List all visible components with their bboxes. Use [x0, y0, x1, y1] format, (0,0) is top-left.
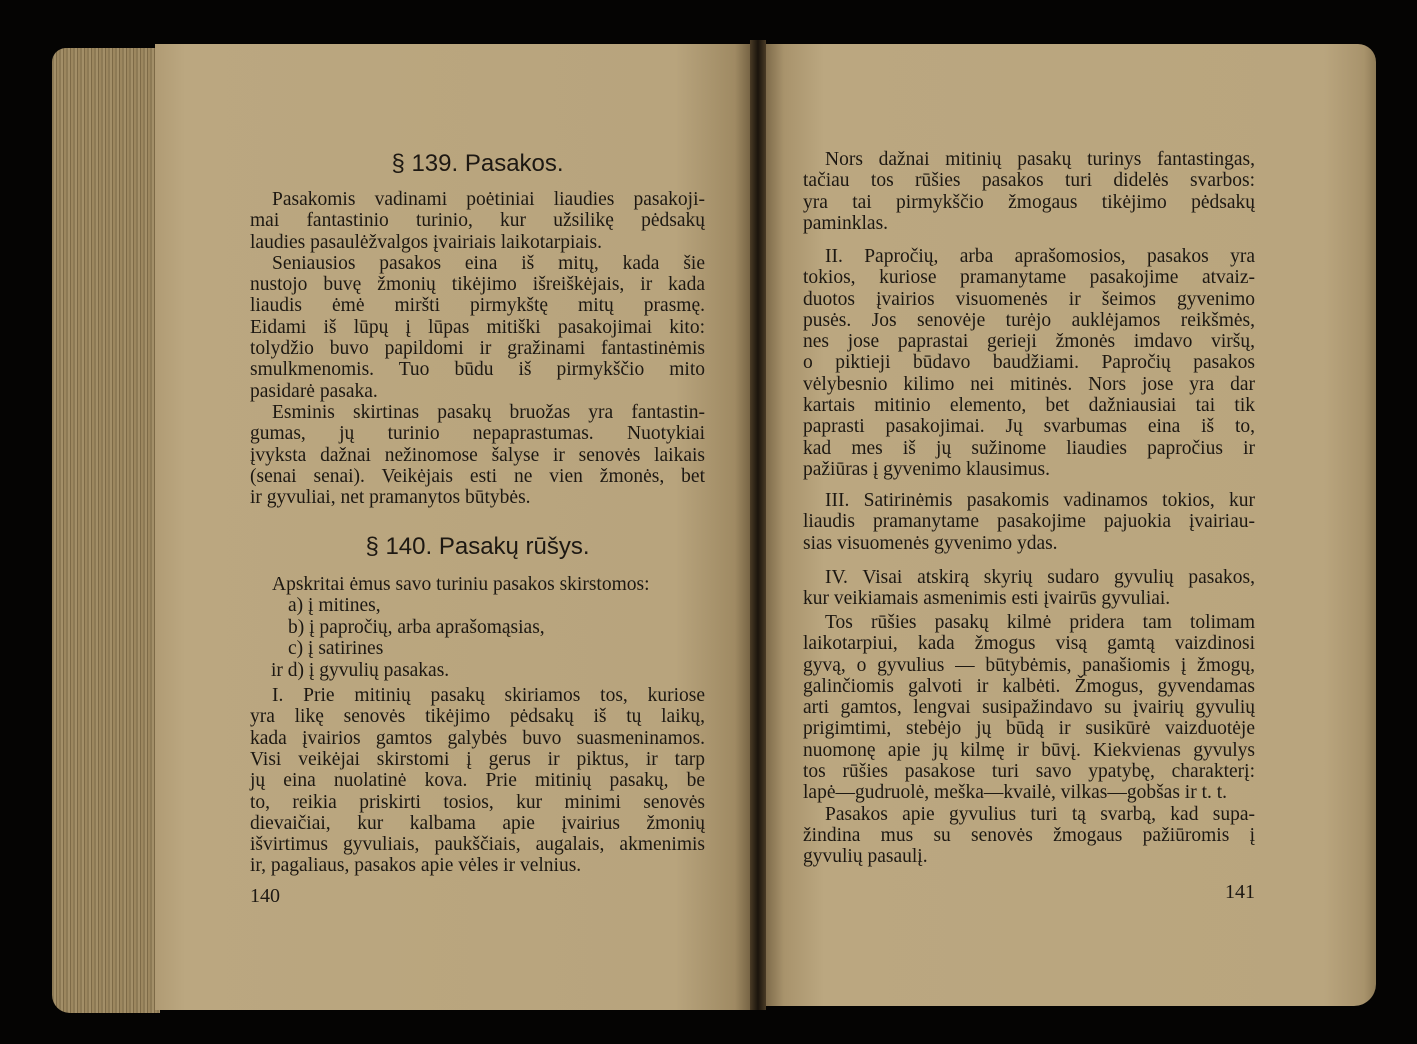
text-line: nustojo buvę žmonių tikėjimo išreiškėjais, ir kada: [250, 274, 705, 296]
right-text-block-2: [803, 246, 1255, 480]
text-line: III. Satirinėmis pasakomis vadinamos tokios, kur: [825, 490, 1255, 511]
paragraph: [803, 804, 1255, 868]
text-line: yra tai pirmykščio žmogaus tikėjimo pėdsakų: [803, 191, 1255, 213]
text-line: ir gyvuliai, net pramanytos būtybės.: [250, 487, 531, 509]
paragraph: [803, 490, 1255, 554]
text-line: galinčiomis galvoti ir kalbėti. Žmogus, gyvendamas: [803, 675, 1255, 697]
text-line: pusės. Jos senovėje turėjo auklėjamos reikšmės,: [803, 309, 1255, 331]
text-line: įvyksta dažnai nežinomose šalyse ir senovės laikais: [250, 444, 705, 466]
text-line: I. Prie mitinių pasakų skiriamos tos, kuriose: [272, 685, 705, 707]
section-140-text: [250, 574, 705, 877]
paragraph: [803, 246, 1255, 480]
text-line: o piktieji būdavo baudžiami. Papročių pasakos: [803, 352, 1255, 374]
paragraph: [250, 402, 705, 508]
text-line: ir, pagaliaus, pasakos apie vėles ir velnius.: [250, 855, 582, 877]
text-line: Visi veikėjai skirstomi į gerus ir piktus, ir tarp: [250, 748, 705, 770]
paragraph: [250, 189, 705, 253]
paragraph: [250, 685, 705, 877]
text-line: kur veikiamais asmenimis esti įvairūs gyvuliai.: [803, 588, 1171, 610]
text-line: to, reikia priskirti tosios, kur minimi senovės: [250, 791, 705, 813]
text-line: nuomonę apie jų kilmę ir būvį. Kiekvienas gyvulys: [803, 739, 1255, 761]
text-line: Tos rūšies pasakų kilmė pridera tam tolimam: [825, 612, 1255, 633]
text-line: nes jose paprastai gerieji žmonės imdavo viršų,: [803, 331, 1255, 353]
text-line: gyvą, o gyvulius — būtybėmis, panašiomis į žmogų,: [803, 654, 1255, 676]
text-line: kartais mitinio elemento, bet dažniausiai tai tik: [803, 395, 1255, 417]
text-line: lapė—gudruolė, meška—kvailė, vilkas—gobšas ir t. t.: [803, 782, 1228, 804]
text-line: arti gamtos, lengvai susipažindavo su įvairių gyvulių: [803, 697, 1255, 719]
paragraph: [803, 149, 1255, 234]
list-item-c: c) į satirines: [288, 638, 384, 660]
text-line: Pasakomis vadinami poėtiniai liaudies pasakoji-: [272, 189, 705, 210]
paragraph: [803, 612, 1255, 804]
text-line: paprasti pasakojimai. Jų svarbumas eina iš to,: [803, 416, 1255, 438]
text-line: tačiau tos rūšies pasakos turi didelės svarbos:: [803, 170, 1255, 192]
section-heading-139: § 139. Pasakos.: [391, 150, 564, 177]
section-139-text: [250, 189, 705, 508]
right-text-block-1: [803, 149, 1255, 234]
text-line: gyvulių pasaulį.: [803, 846, 928, 868]
text-line: Esminis skirtinas pasakų bruožas yra fantastin-: [272, 401, 705, 423]
text-line: dievaičiai, kur kalbama apie įvairius žmonių: [250, 812, 705, 834]
text-line: vėlybesnio kilimo nei mitinės. Nors jose yra dar: [803, 373, 1255, 395]
text-line: liaudis ėmė miršti pirmykštę mitų prasmę.: [250, 295, 705, 317]
paragraph: [250, 253, 705, 402]
page-edges: [52, 48, 160, 1013]
section-heading-140: § 140. Pasakų rūšys.: [365, 533, 590, 560]
right-text-block-5: [803, 612, 1255, 868]
list-item-d: ir d) į gyvulių pasakas.: [271, 659, 450, 681]
text-line: smulkmenomis. Tuo būdu iš pirmykščio mito: [250, 359, 705, 381]
text-line: Eidami iš lūpų į lūpas mitiški pasakojimai kito:: [250, 316, 705, 338]
right-text-block-4: [803, 567, 1255, 610]
text-line: tolydžio buvo papildomi ir gražinami fantastinėmis: [250, 338, 705, 360]
page-number-right: 141: [1225, 881, 1255, 903]
text-line: tokios, kuriose pramanytame pasakojime atvaiz-: [803, 267, 1255, 289]
text-line: pažiūras į gyvenimo klausimus.: [803, 458, 1050, 480]
text-line: laikotarpiui, kada žmogus visą gamtą vaizdinosi: [803, 633, 1255, 655]
list-item-a: a) į mitines,: [288, 595, 381, 617]
right-text-block-3: [803, 490, 1255, 554]
text-line: tos rūšies pasakose turi savo ypatybę, charakterį:: [803, 761, 1255, 783]
text-line: mai fantastinio turinio, kur užsilikę pėdsakų: [250, 210, 705, 232]
text-line: paminklas.: [803, 212, 889, 234]
text-line: duotos įvairios visuomenės ir šeimos gyvenimo: [803, 288, 1255, 310]
mythic-tales-paragraph: [250, 685, 705, 877]
text-line: (senai senai). Veikėjais esti ne vien žmonės, bet: [250, 465, 705, 487]
text-line: jų eina nuolatinė kova. Prie mitinių pasakų, be: [250, 770, 705, 792]
text-line: IV. Visai atskirą skyrių sudaro gyvulių pasakos,: [825, 567, 1255, 588]
book-gutter: [750, 40, 766, 1010]
intro-line: Apskritai ėmus savo turiniu pasakos skirstomos:: [272, 574, 650, 595]
text-line: laudies pasaulėžvalgos įvairiais laikotarpiais.: [250, 231, 602, 253]
text-line: sias visuomenės gyvenimo ydas.: [803, 532, 1058, 554]
list-item-b: b) į papročių, arba aprašomąsias,: [288, 616, 545, 638]
page-number-left: 140: [250, 885, 280, 907]
text-line: yra likę senovės tikėjimo pėdsakų iš tų laikų,: [250, 706, 705, 728]
text-line: liaudis pramanytame pasakojime pajuokia įvairiau-: [803, 511, 1255, 533]
text-line: pasidarė pasaka.: [250, 380, 378, 402]
text-line: išvirtimus gyvuliais, paukščiais, augalais, akmenimis: [250, 834, 705, 856]
paragraph: [803, 567, 1255, 610]
text-line: Pasakos apie gyvulius turi tą svarbą, kad supa-: [825, 803, 1255, 825]
text-line: Seniausios pasakos eina iš mitų, kada šie: [272, 252, 705, 274]
text-line: II. Papročių, arba aprašomosios, pasakos yra: [825, 246, 1255, 267]
text-line: kada įvairios gamtos galybės buvo suasmeninamos.: [250, 727, 705, 749]
text-line: Nors dažnai mitinių pasakų turinys fantastingas,: [825, 149, 1255, 170]
text-line: kad mes iš jų sužinome liaudies papročius ir: [803, 437, 1255, 459]
text-line: gumas, jų turinio nepaprastumas. Nuotykiai: [250, 423, 705, 445]
text-line: prigimtimi, stebėjo jų būdą ir susikūrė vaizduotėje: [803, 718, 1255, 740]
text-line: žindina mus su senovės žmogaus pažiūromis į: [803, 824, 1255, 846]
